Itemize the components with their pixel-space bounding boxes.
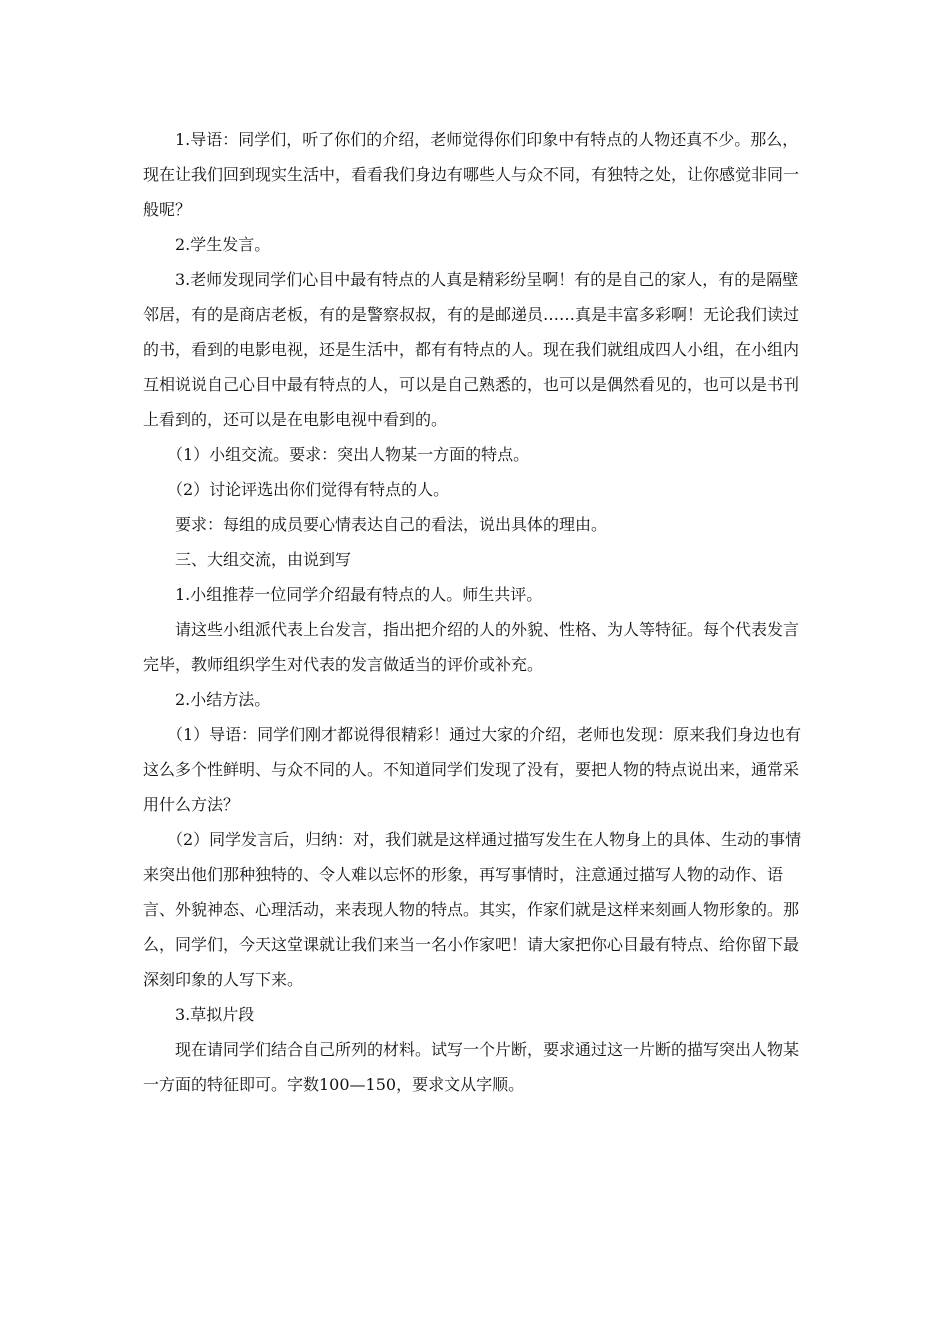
- paragraph-recommend: 1.小组推荐一位同学介绍最有特点的人。师生共评。: [175, 585, 543, 604]
- section-heading-3: 三、大组交流，由说到写: [175, 550, 352, 569]
- paragraph-group-exchange: （1）小组交流。要求：突出人物某一方面的特点。: [167, 445, 530, 464]
- paragraph-representatives: 请这些小组派代表上台发言，指出把介绍的人的外貌、性格、为人等特征。每个代表发言完毕，教师组织学生对代表的发言做适当的评价或补充。: [143, 620, 800, 674]
- paragraph-student-speech: 2.学生发言。: [175, 235, 271, 254]
- paragraph-teacher-discovery: 3.老师发现同学们心目中最有特点的人真是精彩纷呈啊！有的是自己的家人，有的是隔壁邻居，有的是商店老板，有的是警察叔叔，有的是邮递员……真是丰富多彩啊！无论我们读过的书，看到的电影电视，还是生活中，都有有特点的人。现在我们就组成四人小组，在小组内互相说说自己心目中最有特点的人，可以是自己熟悉的，也可以是偶然看见的，也可以是书刊上看到的，还可以是在电影电视中看到的。: [143, 270, 800, 429]
- paragraph-draft-heading: 3.草拟片段: [175, 1005, 255, 1024]
- paragraph-summary-intro: （1）导语：同学们刚才都说得很精彩！通过大家的介绍，老师也发现：原来我们身边也有这么多个性鲜明、与众不同的人。不知道同学们发现了没有，要把人物的特点说出来，通常采用什么方法？: [143, 725, 802, 814]
- paragraph-summary-conclusion: （2）同学发言后，归纳：对，我们就是这样通过描写发生在人物身上的具体、生动的事情来突出他们那种独特的、令人难以忘怀的形象，再写事情时，注意通过描写人物的动作、语言、外貌神态、心理活动，来表现人物的特点。其实，作家们就是这样来刻画人物形象的。那么，同学们，今天这堂课就让我们来当一名小作家吧！请大家把你心目最有特点、给你留下最深刻印象的人写下来。: [143, 830, 802, 989]
- paragraph-draft-task: 现在请同学们结合自己所列的材料。试写一个片断，要求通过这一片断的描写突出人物某一方面的特征即可。字数100—150，要求文从字顺。: [143, 1040, 800, 1094]
- paragraph-intro: 1.导语：同学们，听了你们的介绍，老师觉得你们印象中有特点的人物还真不少。那么，现在让我们回到现实生活中，看看我们身边有哪些人与众不同，有独特之处，让你感觉非同一般呢？: [143, 130, 800, 219]
- document-body: [143, 122, 807, 1102]
- paragraph-summary-method: 2.小结方法。: [175, 690, 271, 709]
- paragraph-requirement: 要求：每组的成员要心情表达自己的看法，说出具体的理由。: [175, 515, 608, 534]
- paragraph-discuss-select: （2）讨论评选出你们觉得有特点的人。: [167, 480, 450, 499]
